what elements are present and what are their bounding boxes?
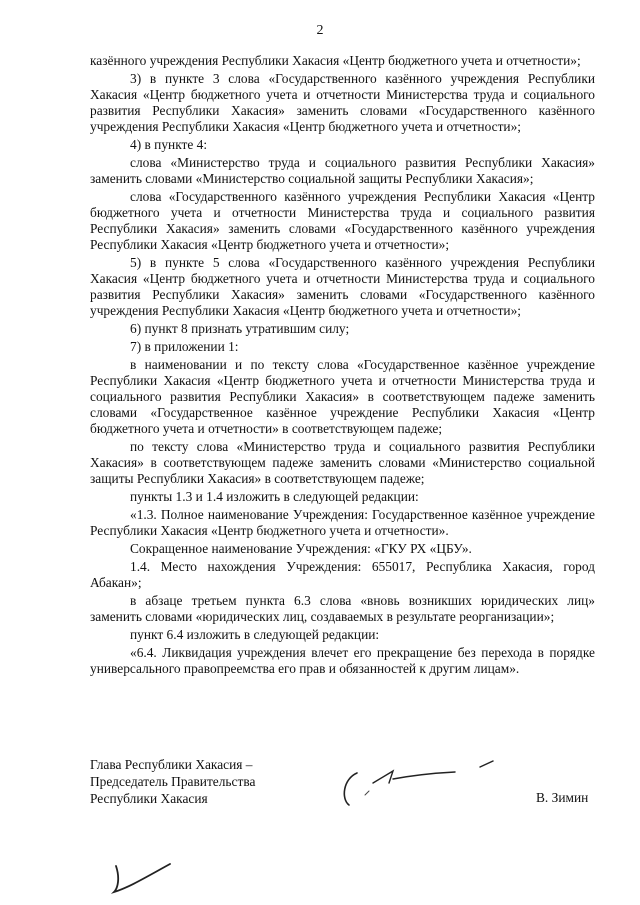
paragraph: 3) в пункте 3 слова «Государственного казённого учреждения Республики Хакасия «Центр бюджетного учета и отчетности Министерства труда и социального развития Республики Хакасия» заменить словами «Государственного казённого учреждения Республики Хакасия «Центр бюджетного учета и отчетности»; xyxy=(90,71,595,134)
signatory-position-line: Глава Республики Хакасия – xyxy=(90,757,253,772)
document-body xyxy=(90,53,595,679)
signatory-position xyxy=(90,756,255,807)
page-number: 2 xyxy=(316,23,324,38)
paragraph: в абзаце третьем пункта 6.3 слова «вновь возникших юридических лиц» заменить словами «юридических лиц, создаваемых в результате реорганизации»; xyxy=(90,593,595,624)
paragraph: 6) пункт 8 признать утратившим силу; xyxy=(130,321,350,336)
signatory-position-line: Председатель Правительства xyxy=(90,774,256,789)
paragraph: 7) в приложении 1: xyxy=(130,339,239,354)
paragraph: слова «Государственного казённого учреждения Республики Хакасия «Центр бюджетного учета и отчетности Министерства труда и социального развития Республики Хакасия» заменить словами «Государственного казённого учреждения Республики Хакасия «Центр бюджетного учета и отчетности»; xyxy=(90,189,595,252)
handwritten-signature xyxy=(335,755,505,815)
paragraph: «1.3. Полное наименование Учреждения: Государственное казённое учреждение Республики Хакасия «Центр бюджетного учета и отчетности». xyxy=(90,507,595,538)
paragraph: Сокращенное наименование Учреждения: «ГКУ РХ «ЦБУ». xyxy=(130,541,472,556)
paragraph: 4) в пункте 4: xyxy=(130,137,208,152)
handwritten-initial xyxy=(108,858,178,898)
paragraph: казённого учреждения Республики Хакасия «Центр бюджетного учета и отчетности»; xyxy=(90,53,581,68)
paragraph: 1.4. Место нахождения Учреждения: 655017, Республика Хакасия, город Абакан»; xyxy=(90,559,595,590)
paragraph: слова «Министерство труда и социального развития Республики Хакасия» заменить словами «Министерство социальной защиты Республики Хакасия»; xyxy=(90,155,595,186)
paragraph: пункты 1.3 и 1.4 изложить в следующей редакции: xyxy=(130,489,419,504)
paragraph: по тексту слова «Министерство труда и социального развития Республики Хакасия» в соответствующем падеже заменить словами «Министерство социальной защиты Республики Хакасия» в соответствующем падеже; xyxy=(90,439,595,486)
paragraph: «6.4. Ликвидация учреждения влечет его прекращение без перехода в порядке универсального правопреемства его прав и обязанностей к другим лицам». xyxy=(90,645,595,676)
paragraph: пункт 6.4 изложить в следующей редакции: xyxy=(130,627,380,642)
signatory-name: В. Зимин xyxy=(536,790,589,805)
paragraph: в наименовании и по тексту слова «Государственное казённое учреждение Республики Хакасия «Центр бюджетного учета и отчетности Министерства труда и социального развития Республики Хакасия» в соответствующем падеже заменить словами «Государственное казённое учреждение Республики Хакасия «Центр бюджетного учета и отчетности» в соответствующем падеже; xyxy=(90,357,595,436)
signatory-position-line: Республики Хакасия xyxy=(90,791,208,806)
paragraph: 5) в пункте 5 слова «Государственного казённого учреждения Республики Хакасия «Центр бюджетного учета и отчетности Министерства труда и социального развития Республики Хакасия» заменить словами «Государственного казённого учреждения Республики Хакасия «Центр бюджетного учета и отчетности»; xyxy=(90,255,595,318)
